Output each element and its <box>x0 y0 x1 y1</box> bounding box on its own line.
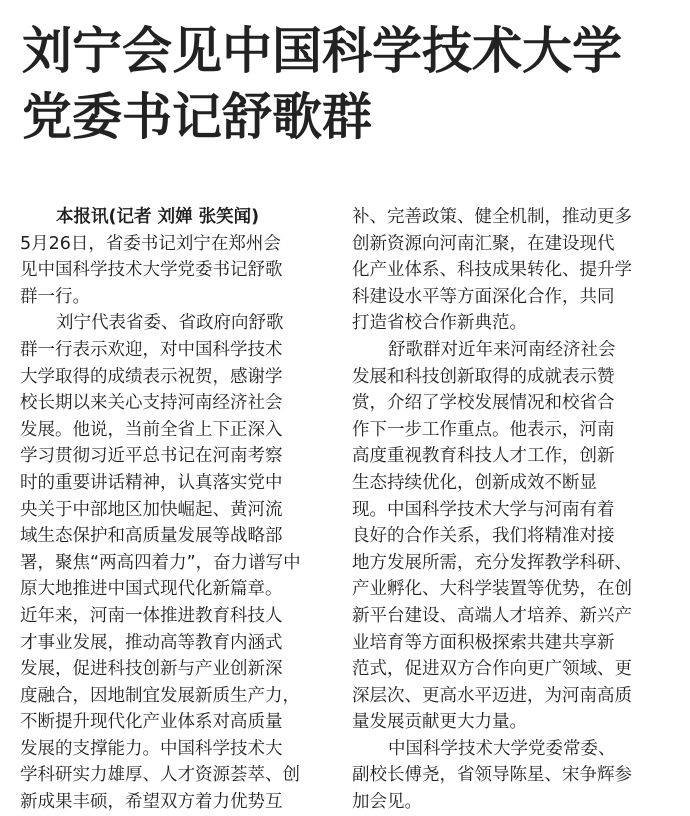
text-line: 原大地推进中国式现代化新篇章。 <box>20 579 283 600</box>
text-line: 校长期以来关心支持河南经济社会 <box>20 393 283 414</box>
text-line: 发展的支撑能力。中国科学技术大 <box>20 738 283 759</box>
headline-line-2: 党委书记舒歌群 <box>22 88 372 146</box>
text-line: 创新资源向河南汇聚，在建设现代 <box>352 233 615 254</box>
text-line: 地方发展所需，充分发挥教学科研、 <box>352 552 632 573</box>
text-line: 现。中国科学技术大学与河南有着 <box>352 499 615 520</box>
headline-line-1: 刘宁会见中国科学技术大学 <box>22 22 622 80</box>
text-line: 量发展贡献更大力量。 <box>352 712 527 733</box>
text-line: 大学取得的成绩表示祝贺，感谢学 <box>20 366 283 387</box>
text-line: 科建设水平等方面深化合作，共同 <box>352 286 615 307</box>
text-line: 赏，介绍了学校发展情况和校省合 <box>352 393 615 414</box>
text-line: 补、完善政策、健全机制，推动更多 <box>352 207 632 227</box>
text-line: 学科研实力雄厚、人才资源荟萃、创 <box>20 765 300 786</box>
text-line: 生态持续优化，创新成效不断显 <box>352 472 597 493</box>
text-line: 打造省校合作新典范。 <box>352 313 527 334</box>
text-line: 见中国科学技术大学党委书记舒歌 <box>20 260 283 281</box>
text-line: 署，聚焦“两高四着力”，奋力谱写中 <box>20 552 301 573</box>
text-line: 度融合，因地制宜发展新质生产力， <box>20 685 300 706</box>
text-line: 发展。他说，当前全省上下正深入 <box>20 419 283 440</box>
text-line: 高度重视教育科技人才工作，创新 <box>352 446 615 467</box>
text-line: 加会见。 <box>352 792 422 813</box>
text-line: 业培育等方面积极探索共建共享新 <box>352 632 615 653</box>
text-line: 新成果丰硕，希望双方着力优势互 <box>20 792 283 813</box>
text-line: 5月26日，省委书记刘宁在郑州会 <box>20 233 281 254</box>
text-line: 不断提升现代化产业体系对高质量 <box>20 712 283 733</box>
text-line: 范式，促进双方合作向更广领域、更 <box>352 659 632 680</box>
article-column-right <box>352 204 672 816</box>
headline <box>22 18 672 150</box>
text-line: 中国科学技术大学党委常委、 <box>388 738 616 759</box>
text-line: 央关于中部地区加快崛起、黄河流 <box>20 499 283 520</box>
text-line: 域生态保护和高质量发展等战略部 <box>20 526 283 547</box>
text-line: 才事业发展，推动高等教育内涵式 <box>20 632 283 653</box>
text-line: 本报讯(记者 刘婵 张笑闻) <box>56 207 260 227</box>
text-line: 化产业体系、科技成果转化、提升学 <box>352 260 632 281</box>
text-line: 发展，促进科技创新与产业创新深 <box>20 659 283 680</box>
text-line: 舒歌群对近年来河南经济社会 <box>388 339 616 360</box>
text-line: 近年来，河南一体推进教育科技人 <box>20 605 283 626</box>
text-line: 学习贯彻习近平总书记在河南考察 <box>20 446 283 467</box>
text-line: 产业孵化、大科学装置等优势，在创 <box>352 579 632 600</box>
text-line: 时的重要讲话精神，认真落实党中 <box>20 472 283 493</box>
text-line: 作下一步工作重点。他表示，河南 <box>352 419 615 440</box>
text-line: 群一行。 <box>20 286 90 307</box>
text-line: 群一行表示欢迎，对中国科学技术 <box>20 339 283 360</box>
text-line: 副校长傅尧，省领导陈星、宋争辉参 <box>352 765 632 786</box>
article-column-left <box>20 204 350 816</box>
text-line: 良好的合作关系，我们将精准对接 <box>352 526 615 547</box>
text-line: 深层次、更高水平迈进，为河南高质 <box>352 685 632 706</box>
text-line: 刘宁代表省委、省政府向舒歌 <box>56 313 284 334</box>
text-line: 发展和科技创新取得的成就表示赞 <box>352 366 615 387</box>
text-line: 新平台建设、高端人才培养、新兴产 <box>352 605 632 626</box>
